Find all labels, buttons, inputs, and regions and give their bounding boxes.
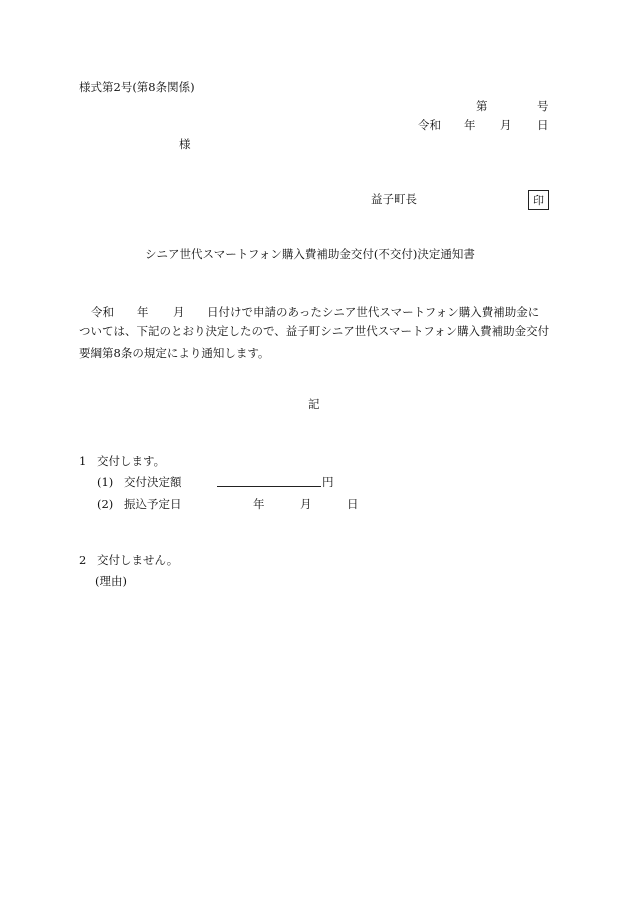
- ki-heading: 記: [308, 397, 320, 411]
- amount-blank-line: [217, 486, 321, 487]
- item2-month: 月: [300, 497, 312, 511]
- section2-number: 2: [79, 553, 87, 567]
- reason-label: (理由): [95, 574, 127, 588]
- body-month: 月: [173, 305, 185, 319]
- number-go: 号: [537, 99, 549, 113]
- section1-title: 交付します。: [97, 454, 166, 468]
- item2-year: 年: [253, 497, 265, 511]
- date-day: 日: [537, 118, 549, 132]
- section2-title: 交付しません。: [97, 553, 179, 567]
- body-reiwa: 令和: [91, 305, 114, 319]
- date-month: 月: [500, 118, 512, 132]
- item2-number: (2): [97, 497, 114, 511]
- body-text-line1: 日付けで申請のあったシニア世代スマートフォン購入費補助金に: [207, 305, 540, 319]
- document-title: シニア世代スマートフォン購入費補助金交付(不交付)決定通知書: [145, 247, 475, 261]
- item1-unit: 円: [322, 475, 334, 489]
- body-year: 年: [137, 305, 149, 319]
- item1-number: (1): [97, 475, 114, 489]
- number-dai: 第: [476, 99, 488, 113]
- item2-day: 日: [347, 497, 359, 511]
- date-reiwa: 令和: [418, 118, 441, 132]
- body-text-rest: ついては、下記のとおり決定したので、益子町シニア世代スマートフォン購入費補助金交付要綱第8条の規定により通知します。: [79, 324, 550, 360]
- issuer-title: 益子町長: [371, 192, 417, 206]
- seal-text: 印: [533, 193, 544, 207]
- section1-number: 1: [79, 454, 87, 468]
- item2-label: 振込予定日: [124, 497, 182, 511]
- addressee-suffix: 様: [179, 137, 191, 151]
- seal-box: [528, 190, 549, 210]
- form-label: 様式第2号(第8条関係): [79, 80, 195, 94]
- item1-label: 交付決定額: [124, 475, 182, 489]
- date-year: 年: [464, 118, 476, 132]
